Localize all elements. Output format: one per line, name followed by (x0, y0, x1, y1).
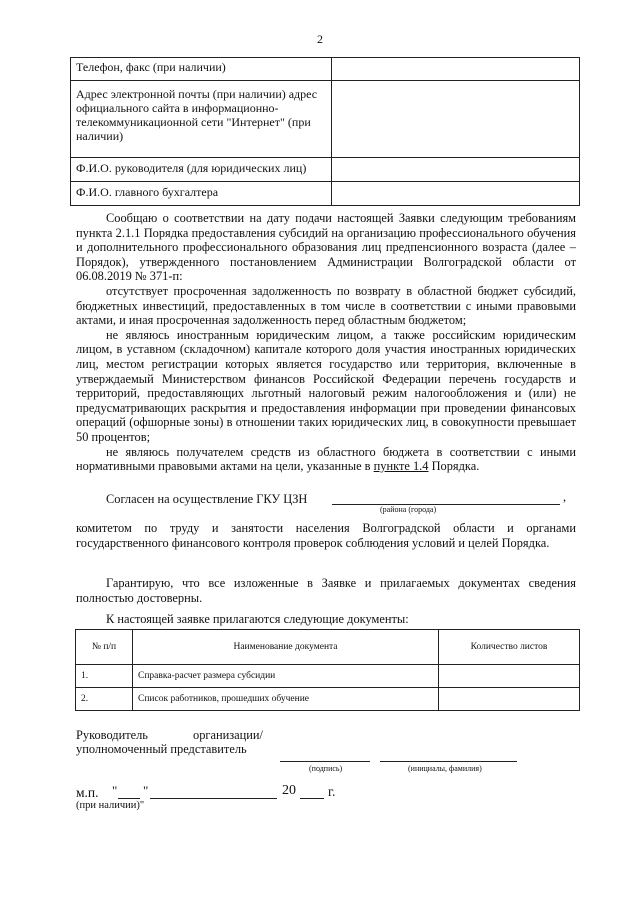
info-value (332, 58, 580, 81)
row-name: Справка-расчет размера субсидии (133, 665, 439, 688)
month-line[interactable] (150, 798, 277, 799)
signer-title: Руководитель (76, 728, 148, 742)
table-header-row (76, 630, 580, 665)
paragraph-not-foreign: не являюсь иностранным юридическим лицом, а также российским юридическим лицом, в уставном (складочном) капитале которого доля участия иностранных юридических лиц, местом регистрации которых является государство или территория, включенные в утверждаемый Министерством финансов Российской Федерации перечень государств и территорий, предоставляющих льготный налоговый режим налогообложения и (или) не предусматривающих раскрытия и предоставления информации при проведении финансовых операций (офшорные зоны) в отношении таких юридических лиц, в совокупности превышает 50 процентов; (76, 327, 576, 444)
paragraph-compliance: Сообщаю о соответствии на дату подачи настоящей Заявки следующим требованиям пункта 2.1.1 Порядка предоставления субсидий на организацию профессионального обучения и дополнительного профессионального образования лиц предпенсионного возраста (далее – Порядок), утвержденного постановлением Администрации Волгоградской области от 06.08.2019 № 371-п: (76, 211, 576, 284)
point-link[interactable]: пункте 1.4 (373, 459, 429, 474)
signature-hint: (подпись) (309, 764, 343, 773)
consent-comma: , (563, 490, 567, 504)
requirements-text (76, 211, 576, 474)
info-label: Ф.И.О. руководителя (для юридических лиц) (71, 158, 332, 182)
info-value (332, 81, 580, 158)
table-row (71, 58, 580, 81)
row-num: 2. (76, 688, 133, 711)
attachments-table (75, 629, 580, 711)
row-count (439, 688, 580, 711)
row-num: 1. (76, 665, 133, 688)
paragraph-no-debt: отсутствует просроченная задолженность по возврату в областной бюджет субсидий, бюджетных инвестиций, предоставленных в том числе в соответствии с иными правовыми актами, и иная просроченная задолженность перед областным бюджетом; (76, 283, 576, 328)
table-row (71, 81, 580, 158)
quote-close: " (143, 783, 149, 798)
inspection-text (76, 521, 576, 550)
header-name: Наименование документа (133, 630, 439, 665)
district-field-line[interactable] (332, 504, 560, 505)
applicant-info-table (70, 57, 580, 206)
row-count (439, 665, 580, 688)
initials-line[interactable] (380, 761, 517, 762)
info-value (332, 182, 580, 206)
stamp-label: м.п. (76, 785, 99, 800)
table-row (76, 688, 580, 711)
district-hint: (района (города) (380, 505, 437, 514)
signer-organization: организации/ (193, 728, 263, 742)
header-num: № п/п (76, 630, 133, 665)
info-value (332, 158, 580, 182)
consent-label: Согласен на осуществление ГКУ ЦЗН (106, 492, 308, 506)
paragraph-inspection: комитетом по труду и занятости населения Волгоградской области и органами государственного финансового контроля проверок соблюдения условий и целей Порядка. (76, 521, 576, 550)
initials-hint: (инициалы, фамилия) (408, 764, 482, 773)
row-name: Список работников, прошедших обучение (133, 688, 439, 711)
header-count: Количество листов (439, 630, 580, 665)
table-row (71, 182, 580, 206)
paragraph-not-recipient: не являюсь получателем средств из областного бюджета в соответствии с иными нормативными правовыми актами на цели, указанные в пункте 1.4 Порядка. (76, 444, 576, 474)
info-label: Адрес электронной почты (при наличии) адрес официального сайта в информационно-телекоммуникационной сети "Интернет" (при наличии) (71, 81, 332, 158)
info-label: Телефон, факс (при наличии) (71, 58, 332, 81)
signer-representative: уполномоченный представитель (76, 742, 247, 756)
info-label: Ф.И.О. главного бухгалтера (71, 182, 332, 206)
page-number: 2 (317, 32, 323, 46)
signature-line[interactable] (280, 761, 370, 762)
table-row (71, 158, 580, 182)
year-suffix: г. (328, 784, 336, 799)
stamp-hint: (при наличии)" (76, 800, 145, 811)
day-line[interactable] (118, 798, 140, 799)
year-line[interactable] (300, 798, 324, 799)
paragraph-guarantee: Гарантирую, что все изложенные в Заявке и прилагаемых документах сведения полностью достоверны. (76, 576, 576, 605)
quote-open: " (112, 783, 118, 798)
year-prefix: 20 (282, 783, 296, 798)
guarantee-text (76, 576, 576, 605)
table-row (76, 665, 580, 688)
attachments-intro: К настоящей заявке прилагаются следующие документы: (106, 612, 409, 626)
